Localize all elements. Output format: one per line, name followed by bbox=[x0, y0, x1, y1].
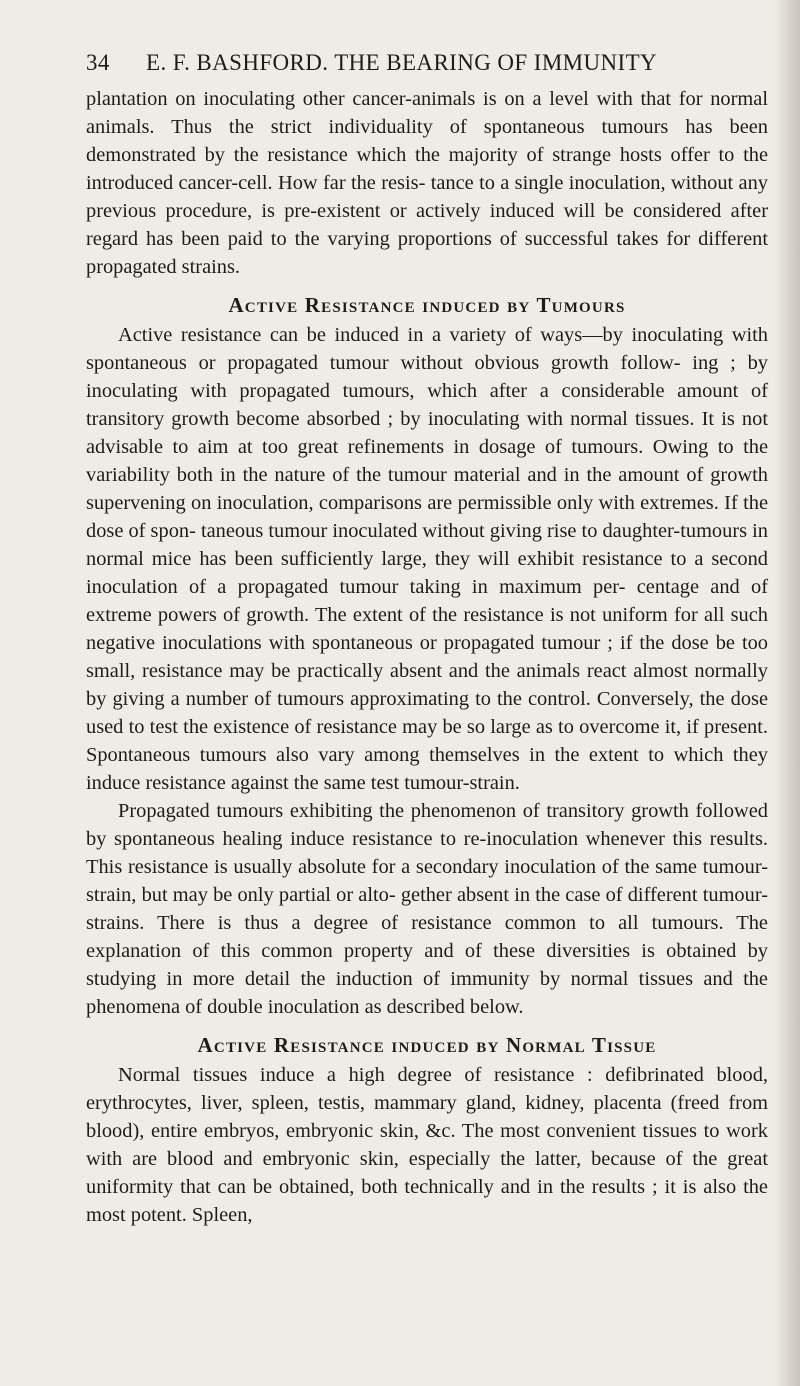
section-heading-tumours: Active Resistance induced by Tumours bbox=[228, 293, 626, 317]
section-heading-normal-tissue: Active Resistance induced by Normal Tissue bbox=[197, 1033, 657, 1057]
paragraph-active-resistance: Active resistance can be induced in a variety of ways—by inoculating with spontaneous or propagated tumour without obvious growth follow- ing ; by inoculating with propagated tumours, which after a considerable amount of transitory growth become absorbed ; by inoculating with normal tissues. It is not advisable to aim at too great refinements in dosage of tumours. Owing to the variability both in the nature of the tumour material and in the amount of growth supervening on inoculation, comparisons are permissible only with extremes. If the dose of spon- taneous tumour inoculated without giving rise to daughter-tumours in normal mice has been sufficiently large, they will exhibit resistance to a second inoculation of a propagated tumour taking in maximum per- centage and of extreme powers of growth. The extent of the resistance is not uniform for all such negative inoculations with spontaneous or propagated tumour ; if the dose be too small, resistance may be practically absent and the animals react almost normally by giving a number of tumours approximating to the control. Conversely, the dose used to test the existence of resistance may be so large as to overcome it, if present. Spontaneous tumours also vary among themselves in the extent to which they induce resistance against the same test tumour-strain. bbox=[86, 324, 769, 794]
running-title: E. F. BASHFORD. THE BEARING OF IMMUNITY bbox=[146, 50, 658, 75]
paragraph-normal-tissues: Normal tissues induce a high degree of resistance : defibrinated blood, erythrocytes, liver, spleen, testis, mammary gland, kidney, placenta (freed from blood), entire embryos, embryonic skin, &c. The most convenient tissues to work with are blood and embryonic skin, especially the latter, because of the great uniformity that can be obtained, both technically and in the results ; it is also the most potent. Spleen, bbox=[86, 1064, 768, 1226]
page-edge-shadow bbox=[774, 0, 800, 1386]
page-number: 34 bbox=[86, 50, 110, 75]
paragraph-propagated-tumours: Propagated tumours exhibiting the phenomenon of transitory growth followed by spontaneous healing induce resistance to re-inoculation whenever this results. This resistance is usually absolute for a secondary inoculation of the same tumour-strain, but may be only partial or alto- gether absent in the case of different tumour-strains. There is thus a degree of resistance common to all tumours. The explanation of this common property and of these diversities is obtained by studying in more detail the induction of immunity by normal tissues and the phenomena of double inoculation as described below. bbox=[86, 800, 768, 1018]
page-body bbox=[86, 85, 768, 1229]
running-header bbox=[86, 50, 740, 76]
paragraph-continuation: plantation on inoculating other cancer-animals is on a level with that for normal animals. Thus the strict individuality of spontaneous tumours has been demonstrated by the resistance which the majority of strange hosts offer to the introduced cancer-cell. How far the resis- tance to a single inoculation, without any previous procedure, is pre-existent or actively induced will be considered after regard has been paid to the varying proportions of successful takes for different propagated strains. bbox=[86, 88, 768, 278]
